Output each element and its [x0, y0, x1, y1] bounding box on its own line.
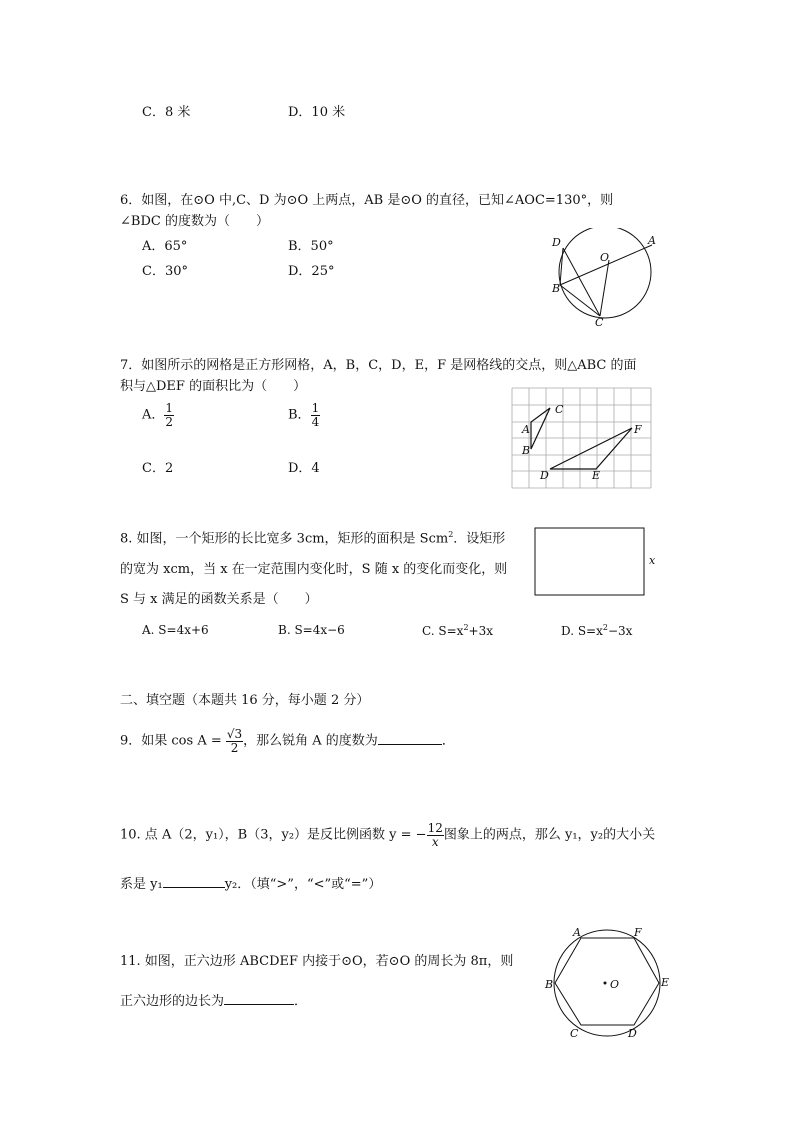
q8-stem-line1-a: 8. 如图，一个矩形的长比宽多 3cm，矩形的面积是 Scm	[120, 531, 449, 547]
q7-option-b	[288, 402, 320, 428]
q5-option-c: C．8 米	[142, 105, 191, 120]
q5-option-d: D．10 米	[288, 105, 346, 120]
q8-option-c-sup: 2	[463, 623, 469, 632]
q7-grid-lines	[512, 388, 651, 488]
q10-stem-line2	[120, 878, 381, 891]
q7-label-b: B	[522, 444, 531, 457]
q11-hexagon-abcdef	[555, 938, 659, 1025]
q6-label-a: A	[648, 234, 656, 247]
q11-circle	[554, 930, 660, 1036]
q9-fraction-numerator: √3	[226, 727, 243, 741]
q10-line2-suffix: y₂．（填“>”，“<”或“=”）	[224, 877, 382, 892]
q8-option-d-a: D. S=x	[561, 624, 603, 638]
q7-label-e: E	[592, 469, 601, 482]
q7-option-b-prefix: B．	[288, 407, 311, 423]
q7-option-a-numerator: 1	[165, 401, 174, 415]
q7-option-b-fraction	[311, 402, 321, 428]
q8-rectangle	[535, 528, 644, 595]
q11-label-b: B	[545, 978, 554, 991]
q6-circle	[559, 228, 651, 318]
q6-label-o: O	[600, 251, 610, 264]
q11-label-c: C	[570, 1027, 579, 1040]
q8-stem-line1-b: ．设矩形	[453, 531, 506, 547]
q6-label-d: D	[552, 236, 561, 249]
q10-fraction-numerator: 12	[427, 821, 443, 835]
q8-label-x: x	[649, 554, 656, 567]
q9-fraction-denominator: 2	[230, 740, 239, 755]
q7-option-b-denominator: 4	[311, 414, 320, 429]
q9-fraction	[226, 728, 243, 754]
q11-label-o: O	[610, 978, 620, 991]
q7-stem-line1: 7．如图所示的网格是正方形网格，A，B，C，D，E，F 是网格线的交点，则△ABC 的面	[120, 358, 637, 373]
q11-stem-line2	[120, 995, 307, 1008]
q8-option-c-a: C. S=x	[422, 624, 464, 638]
q10-suffix: 图象上的两点，那么 y₁，y₂的大小关	[443, 827, 656, 843]
q9-end: ．	[441, 733, 455, 749]
q6-segment-oc	[600, 260, 609, 316]
q8-stem-line1-sup: 2	[448, 530, 454, 539]
q6-circle-figure	[540, 228, 670, 328]
q9-prefix: 9．如果 cos A =	[120, 733, 226, 749]
q8-option-d	[561, 624, 632, 637]
q7-label-c: C	[555, 403, 564, 416]
q10-stem-line1	[120, 822, 655, 848]
q6-chord-dc	[563, 248, 600, 316]
q7-option-b-numerator: 1	[311, 401, 320, 415]
q11-center-point	[604, 982, 607, 985]
q7-label-a: A	[522, 423, 530, 436]
q11-answer-blank[interactable]	[224, 1003, 294, 1005]
q7-option-a	[142, 402, 174, 428]
section-2-heading: 二、填空题（本题共 16 分，每小题 2 分）	[120, 693, 370, 708]
q6-option-b: B．50°	[288, 239, 334, 254]
q6-stem-line2: ∠BDC 的度数为（ ）	[120, 214, 269, 229]
q10-fraction-denominator: x	[431, 834, 439, 849]
q7-triangle-abc	[531, 408, 550, 449]
q11-label-a: A	[573, 926, 581, 939]
q7-option-a-denominator: 2	[165, 414, 174, 429]
q7-triangle-def	[550, 428, 632, 469]
q8-option-b: B. S=4x−6	[278, 623, 345, 637]
q6-label-c: C	[595, 316, 604, 328]
q7-label-f: F	[634, 423, 642, 436]
q6-chord-bc	[560, 285, 600, 316]
q11-hexagon-figure	[538, 924, 678, 1042]
q10-answer-blank[interactable]	[163, 886, 225, 888]
q11-stem-line1: 11. 如图，正六边形 ABCDEF 内接于⊙O，若⊙O 的周长为 8π，则	[120, 954, 514, 969]
q7-option-c: C．2	[142, 461, 174, 476]
q7-label-d: D	[540, 469, 549, 482]
q6-option-d: D．25°	[288, 264, 335, 279]
q7-option-d: D．4	[288, 461, 320, 476]
q6-label-b: B	[552, 282, 561, 295]
q7-stem-line2: 积与△DEF 的面积比为（ ）	[120, 379, 307, 394]
q9-answer-blank[interactable]	[378, 743, 442, 745]
q8-option-c-b: +3x	[468, 624, 493, 638]
q9-suffix: ，那么锐角 A 的度数为	[243, 733, 378, 749]
q11-line2-prefix: 正六边形的边长为	[120, 994, 225, 1009]
q11-label-f: F	[634, 926, 642, 939]
q11-label-e: E	[661, 976, 670, 989]
q8-option-c	[422, 624, 493, 637]
q10-line2-prefix: 系是 y₁	[120, 877, 163, 892]
q10-fraction	[427, 822, 444, 848]
q8-stem-line1	[120, 531, 505, 545]
q7-option-a-prefix: A．	[142, 407, 165, 423]
q11-label-d: D	[628, 1027, 637, 1040]
q11-end: ．	[294, 994, 308, 1009]
q6-chord-db	[560, 248, 563, 285]
q6-stem-line1: 6．如图，在⊙O 中,C、D 为⊙O 上两点，AB 是⊙O 的直径，已知∠AOC=130°，则	[120, 193, 614, 208]
q8-option-d-sup: 2	[602, 623, 608, 632]
q8-option-a: A. S=4x+6	[142, 623, 209, 637]
q8-stem-line3: S 与 x 满足的函数关系是（ ）	[120, 592, 318, 607]
q7-grid-figure	[510, 386, 655, 491]
q6-option-c: C．30°	[142, 264, 188, 279]
q10-prefix: 10. 点 A（2，y₁），B（3，y₂）是反比例函数 y = −	[120, 827, 427, 843]
q9-stem	[120, 728, 455, 754]
q6-option-a: A．65°	[142, 239, 188, 254]
q7-option-a-fraction	[164, 402, 174, 428]
q8-rectangle-figure	[534, 527, 664, 599]
q8-stem-line2: 的宽为 xcm，当 x 在一定范围内变化时，S 随 x 的变化而变化，则	[120, 562, 508, 577]
q8-option-d-b: −3x	[607, 624, 633, 638]
